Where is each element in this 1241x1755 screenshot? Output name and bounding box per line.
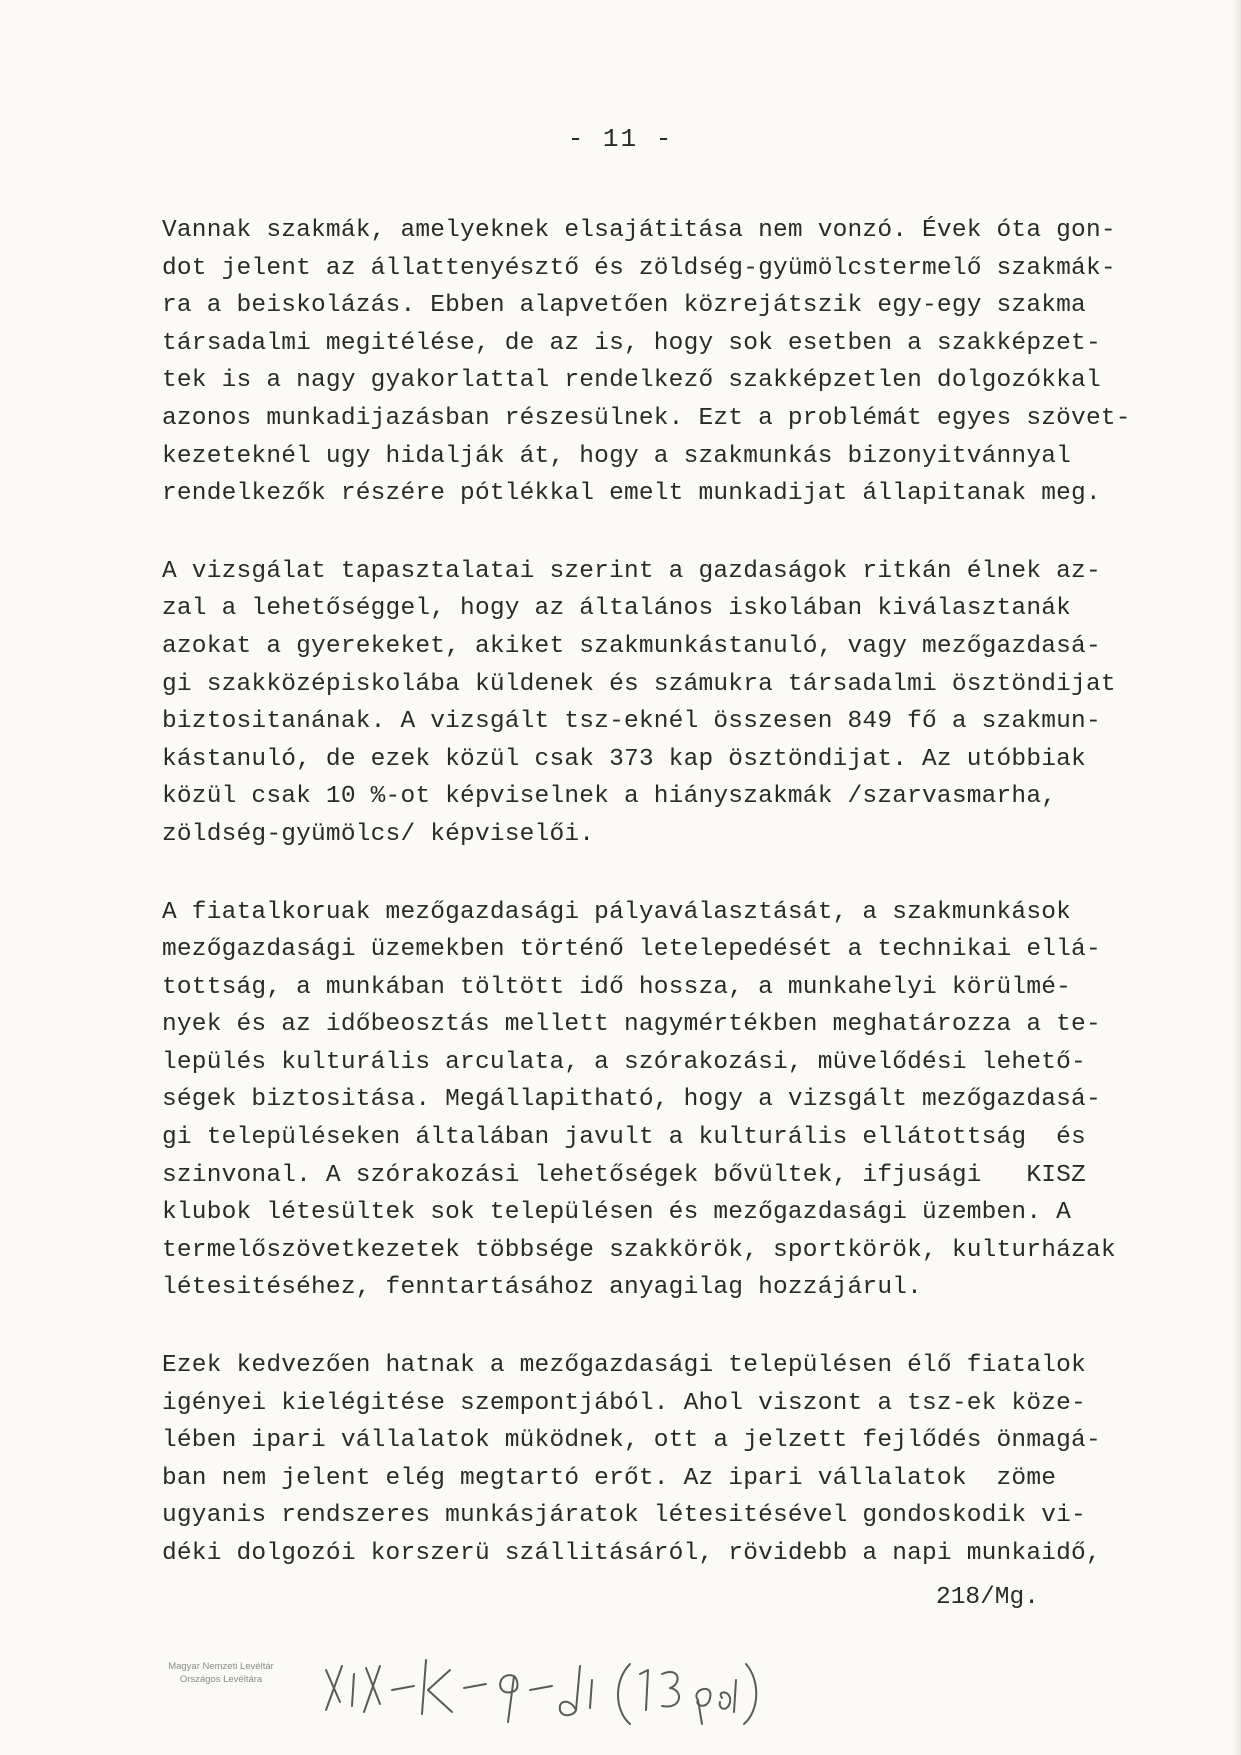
text-line: lében ipari vállalatok müködnek, ott a jelzett fejlődés önmagá- — [162, 1427, 1101, 1455]
text-line: ra a beiskolázás. Ebben alapvetően közrejátszik egy-egy szakma — [162, 292, 1086, 320]
text-line: gi településeken általában javult a kulturális ellátottság és — [162, 1124, 1086, 1152]
text-line: nyek és az időbeosztás mellett nagymértékben meghatározza a te- — [162, 1011, 1101, 1039]
paragraph-3 — [162, 894, 1162, 1308]
page-edge-shadow — [1233, 0, 1241, 1755]
document-reference-code: 218/Mg. — [936, 1584, 1039, 1611]
text-line: déki dolgozói korszerü szállitásáról, rövidebb a napi munkaidő, — [162, 1540, 1101, 1567]
text-line: zöldség-gyümölcs/ képviselői. — [162, 820, 595, 848]
text-line: gi szakközépiskolába küldenek és számukra társadalmi ösztöndijat — [162, 670, 1116, 698]
text-line: mezőgazdasági üzemekben történő letelepedését a technikai ellá- — [162, 936, 1101, 964]
text-line: Ezek kedvezően hatnak a mezőgazdasági településen élő fiatalok — [162, 1352, 1086, 1380]
text-line: A vizsgálat tapasztalatai szerint a gazdaságok ritkán élnek az- — [162, 557, 1101, 585]
text-line: ban nem jelent elég megtartó erőt. Az ipari vállalatok zöme — [162, 1464, 1057, 1492]
document-body — [162, 212, 1162, 1613]
text-line: igényei kielégitése szempontjából. Ahol viszont a tsz-ek köze- — [162, 1389, 1086, 1417]
archive-stamp-line: Országos Levéltára — [179, 1674, 263, 1685]
paragraph-2 — [162, 553, 1162, 854]
text-line: zal a lehetőséggel, hogy az általános iskolában kiválasztanák — [162, 595, 1072, 623]
text-line: rendelkezők részére pótlékkal emelt munkadijat állapitanak meg. — [162, 480, 1101, 508]
text-line: ugyanis rendszeres munkásjáratok létesitésével gondoskodik vi- — [162, 1502, 1086, 1530]
text-line: közül csak 10 %-ot képviselnek a hiányszakmák /szarvasmarha, — [162, 783, 1057, 811]
text-line: azonos munkadijazásban részesülnek. Ezt a problémát egyes szövet- — [162, 404, 1131, 432]
text-line: tek is a nagy gyakorlattal rendelkező szakképzetlen dolgozókkal — [162, 367, 1101, 395]
handwritten-archive-signature — [318, 1640, 778, 1740]
text-line: kezeteknél ugy hidalják át, hogy a szakmunkás bizonyitvánnyal — [162, 442, 1072, 470]
page-number: - 11 - — [567, 124, 674, 154]
archive-stamp — [146, 1660, 296, 1686]
text-line: tottság, a munkában töltött idő hossza, a munkahelyi körülmé- — [162, 973, 1072, 1001]
text-line: Vannak szakmák, amelyeknek elsajátitása nem vonzó. Évek óta gon- — [162, 217, 1116, 244]
paragraph-1 — [162, 212, 1162, 513]
text-line: dot jelent az állattenyésztő és zöldség-gyümölcstermelő szakmák- — [162, 254, 1116, 282]
text-line: kástanuló, de ezek közül csak 373 kap ösztöndijat. Az utóbbiak — [162, 745, 1086, 773]
archive-stamp-line: Magyar Nemzeti Levéltár — [168, 1661, 274, 1672]
paragraph-4 — [162, 1347, 1162, 1573]
text-line: A fiatalkoruak mezőgazdasági pályaválasztását, a szakmunkások — [162, 898, 1072, 926]
text-line: létesitéséhez, fenntartásához anyagilag hozzájárul. — [162, 1274, 923, 1302]
text-line: termelőszövetkezetek többsége szakkörök, sportkörök, kulturházak — [162, 1236, 1116, 1264]
text-line: biztositanának. A vizsgált tsz-eknél összesen 849 fő a szakmun- — [162, 708, 1101, 736]
text-line: szinvonal. A szórakozási lehetőségek bővültek, ifjusági KISZ — [162, 1161, 1086, 1189]
text-line: társadalmi megitélése, de az is, hogy sok esetben a szakképzet- — [162, 329, 1101, 357]
text-line: klubok létesültek sok településen és mezőgazdasági üzemben. A — [162, 1199, 1072, 1227]
text-line: azokat a gyerekeket, akiket szakmunkástanuló, vagy mezőgazdasá- — [162, 632, 1101, 660]
text-line: lepülés kulturális arculata, a szórakozási, müvelődési lehető- — [162, 1048, 1086, 1076]
text-line: ségek biztositása. Megállapitható, hogy a vizsgált mezőgazdasá- — [162, 1086, 1101, 1114]
